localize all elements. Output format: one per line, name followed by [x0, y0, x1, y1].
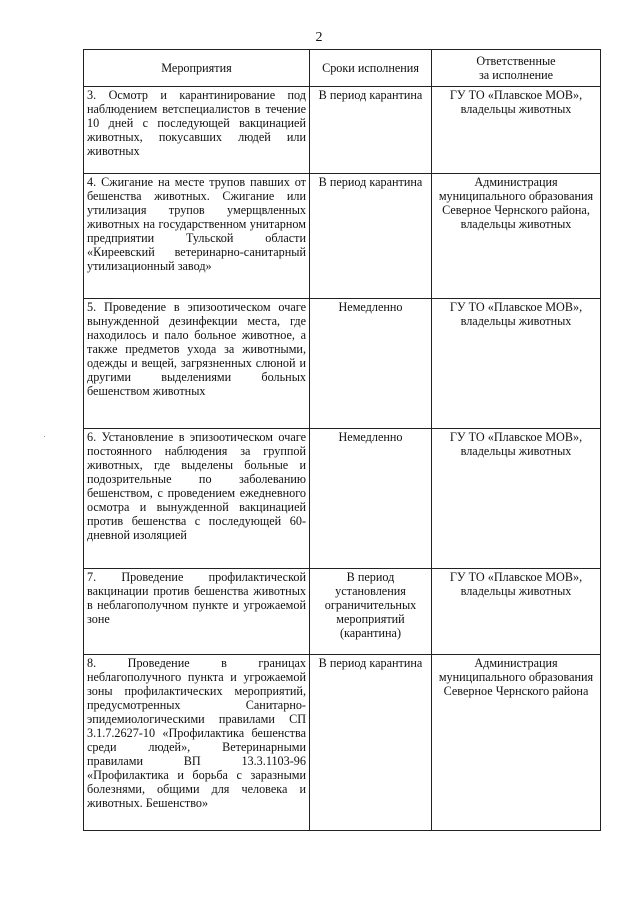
measures-table: [83, 49, 601, 831]
responsible-cell: ГУ ТО «Плавское МОВ», владельцы животных: [432, 299, 601, 429]
responsible-cell: Администрация муниципального образования Северное Чернского района, владельцы животных: [432, 174, 601, 299]
activity-cell: 4. Сжигание на месте трупов павших от бешенства животных. Сжигание или утилизация трупов умерщвленных животных на государственном унитарном предприятии Тульской области «Киреевский ветеринарно-санитарный утилизационный завод»: [84, 174, 310, 299]
activity-cell: 6. Установление в эпизоотическом очаге постоянного наблюдения за группой животных, где выделены больные и подозрительные по заболеванию бешенством, с проведением ежедневного осмотра и вынужденной вакцинацией против бешенства с последующей 60-дневной изоляцией: [84, 429, 310, 569]
scan-speck: [44, 436, 45, 437]
term-cell: Немедленно: [310, 429, 432, 569]
table-row: [84, 429, 601, 569]
page-number: 2: [315, 30, 323, 45]
responsible-cell: ГУ ТО «Плавское МОВ», владельцы животных: [432, 429, 601, 569]
responsible-cell: ГУ ТО «Плавское МОВ», владельцы животных: [432, 569, 601, 655]
term-cell: Немедленно: [310, 299, 432, 429]
activity-cell: 3. Осмотр и карантинирование под наблюдением ветспециалистов в течение 10 дней с последующей вакцинацией животных, покусавших людей или животных: [84, 87, 310, 174]
term-cell: В период установления ограничительных мероприятий (карантина): [310, 569, 432, 655]
table-row: [84, 87, 601, 174]
activity-cell: 8. Проведение в границах неблагополучного пункта и угрожаемой зоны профилактических мероприятий, предусмотренных Санитарно-эпидемиологическими правилами СП 3.1.7.2627-10 «Профилактика бешенства среди людей», Ветеринарными правилами ВП 13.3.1103-96 «Профилактика и борьба с заразными болезнями, общими для человека и животных. Бешенство»: [84, 655, 310, 831]
table-row: [84, 655, 601, 831]
activity-cell: 5. Проведение в эпизоотическом очаге вынужденной дезинфекции места, где находилось и пало больное животное, а также предметов ухода за животными, одежды и вещей, загрязненных слюной и другими выделениями больных бешенством животных: [84, 299, 310, 429]
responsible-cell: ГУ ТО «Плавское МОВ», владельцы животных: [432, 87, 601, 174]
header-responsible: Ответственные за исполнение: [432, 50, 601, 87]
table-row: [84, 174, 601, 299]
responsible-cell: Администрация муниципального образования Северное Чернского района: [432, 655, 601, 831]
header-activities: Мероприятия: [84, 50, 310, 87]
table-row: [84, 569, 601, 655]
table-row: [84, 299, 601, 429]
header-terms: Сроки исполнения: [310, 50, 432, 87]
activity-cell: 7. Проведение профилактической вакцинации против бешенства животных в неблагополучном пункте и угрожаемой зоне: [84, 569, 310, 655]
term-cell: В период карантина: [310, 655, 432, 831]
term-cell: В период карантина: [310, 87, 432, 174]
table-header-row: [84, 50, 601, 87]
term-cell: В период карантина: [310, 174, 432, 299]
